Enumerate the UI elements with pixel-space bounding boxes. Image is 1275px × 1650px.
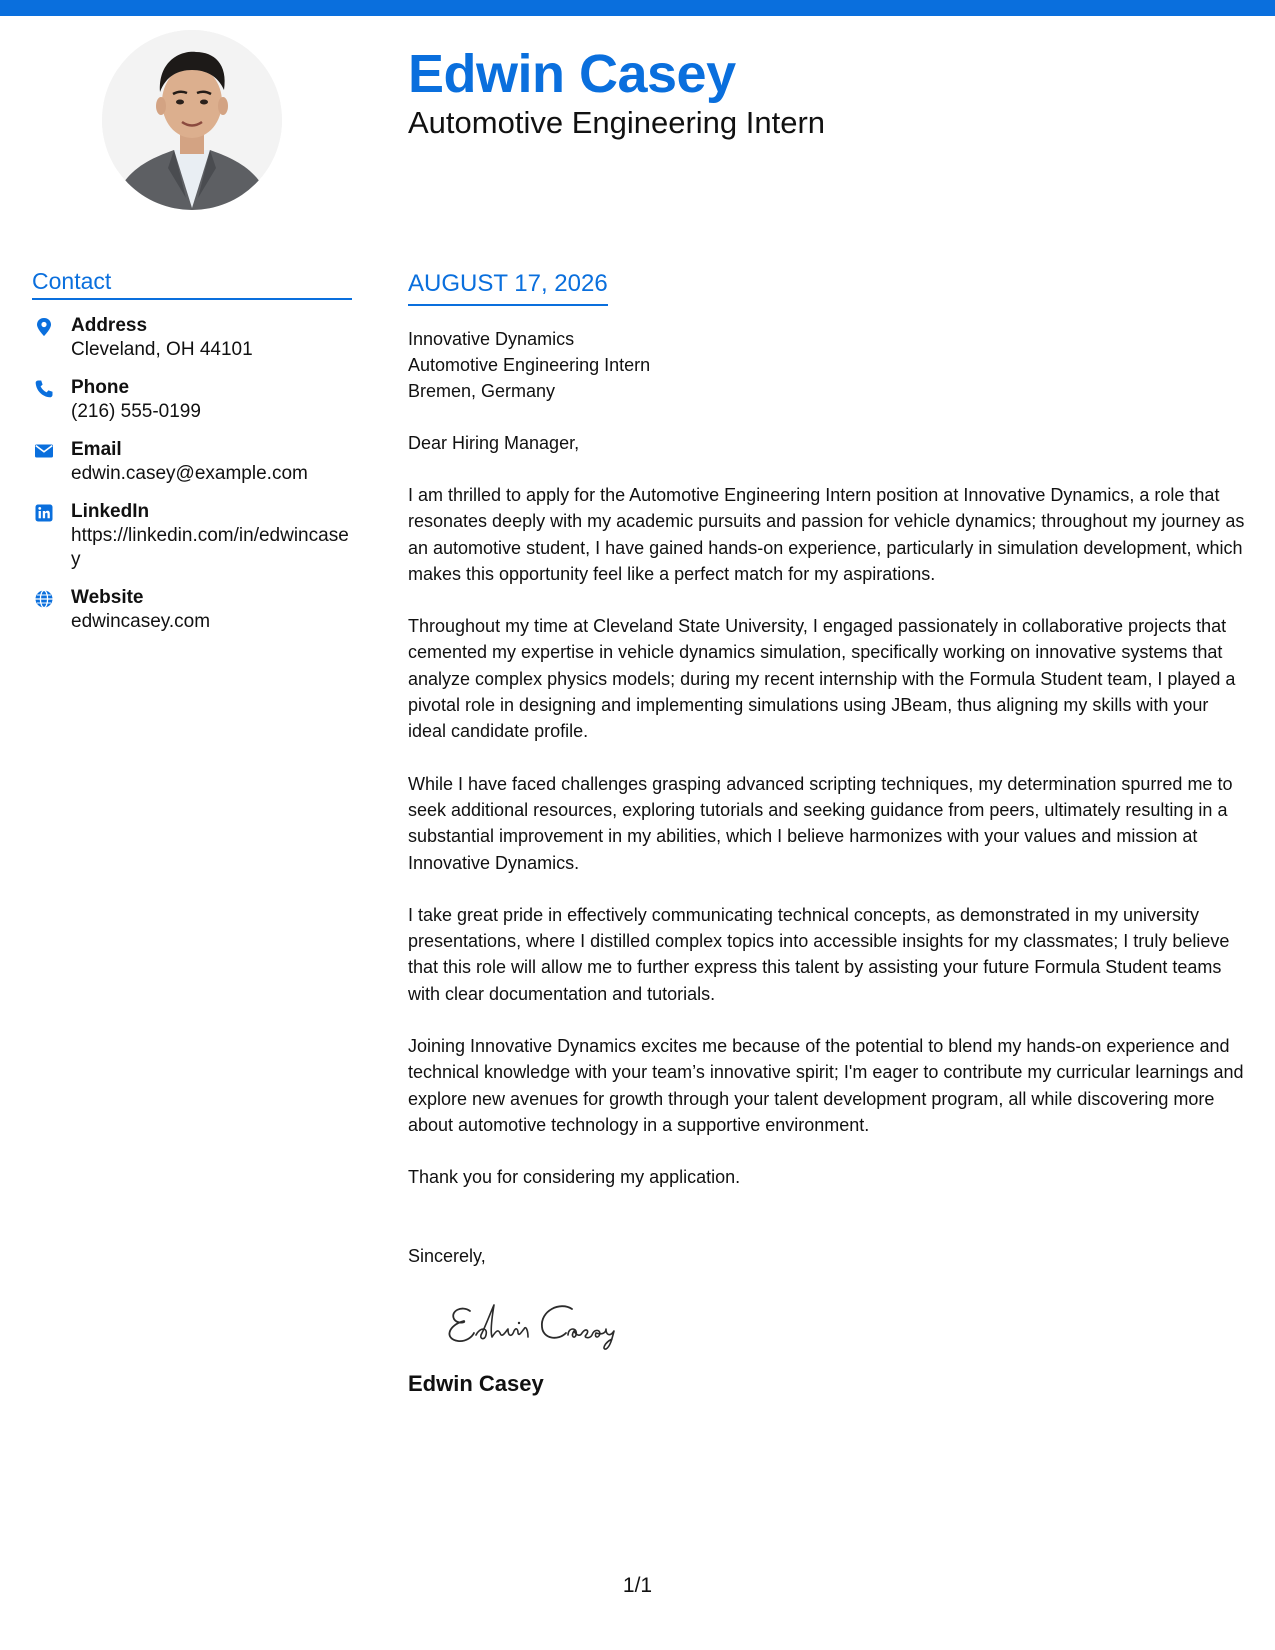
contact-item-website bbox=[32, 586, 352, 634]
page-number: 1/1 bbox=[622, 1574, 653, 1597]
recipient-block bbox=[408, 326, 1250, 404]
contact-value: Cleveland, OH 44101 bbox=[71, 339, 253, 360]
profile-photo bbox=[102, 30, 282, 210]
location-pin-icon bbox=[34, 317, 54, 337]
salutation: Dear Hiring Manager, bbox=[408, 433, 580, 453]
contact-item-phone bbox=[32, 376, 352, 424]
signer-name: Edwin Casey bbox=[408, 1370, 544, 1396]
linkedin-icon bbox=[34, 503, 54, 523]
contact-label: Email bbox=[71, 439, 122, 460]
contact-item-address bbox=[32, 314, 352, 362]
letter-paragraph: I take great pride in effectively communicating technical concepts, as demonstrated in my university presentations, where I distilled complex topics into accessible insights for my classmates; I truly believe that this role will allow me to further express this talent by assisting your future Formula Student teams with clear documentation and tutorials. bbox=[408, 904, 1230, 1004]
contact-value[interactable]: https://linkedin.com/in/edwincasey bbox=[71, 525, 349, 570]
contact-item-email bbox=[32, 438, 352, 486]
contact-item-linkedin bbox=[32, 500, 352, 572]
contact-value[interactable]: edwin.casey@example.com bbox=[71, 463, 308, 484]
letter-paragraph: I am thrilled to apply for the Automotive Engineering Intern position at Innovative Dynamics, a role that resonates deeply with my academic pursuits and passion for vehicle dynamics; throughout my journey as an automotive student, I have gained hands-on experience, particularly in simulation development, which makes this opportunity feel like a perfect match for my aspirations. bbox=[408, 485, 1245, 584]
contact-value: (216) 555-0199 bbox=[71, 401, 201, 422]
recipient-company: Innovative Dynamics bbox=[408, 329, 575, 349]
letter-paragraph: Thank you for considering my application. bbox=[408, 1167, 741, 1188]
handwritten-signature bbox=[440, 1291, 660, 1351]
closing: Sincerely, bbox=[408, 1245, 486, 1266]
applicant-name: Edwin Casey bbox=[408, 44, 736, 104]
applicant-headline: Automotive Engineering Intern bbox=[408, 105, 826, 140]
contact-section-title: Contact bbox=[32, 266, 352, 300]
phone-icon bbox=[34, 379, 54, 399]
profile-photo-illustration bbox=[102, 30, 282, 210]
contact-label: Address bbox=[71, 315, 148, 336]
recipient-position: Automotive Engineering Intern bbox=[408, 355, 651, 375]
email-icon bbox=[34, 441, 54, 461]
letter-paragraph: Throughout my time at Cleveland State University, I engaged passionately in collaborative projects that cemented my expertise in vehicle dynamics simulation, specifically working on innovative systems that analyze complex physics models; during my recent internship with the Formula Student team, I played a pivotal role in designing and implementing simulations using JBeam, thus aligning my skills with your ideal candidate profile. bbox=[408, 616, 1236, 742]
contact-label: LinkedIn bbox=[71, 501, 150, 522]
globe-icon bbox=[34, 589, 54, 609]
recipient-location: Bremen, Germany bbox=[408, 381, 556, 401]
letter-date: AUGUST 17, 2026 bbox=[408, 268, 608, 306]
letter-body bbox=[408, 268, 1250, 1399]
contact-sidebar bbox=[32, 266, 352, 648]
contact-label: Website bbox=[71, 587, 144, 608]
contact-value[interactable]: edwincasey.com bbox=[71, 611, 211, 632]
top-accent-bar bbox=[0, 0, 1275, 16]
contact-label: Phone bbox=[71, 377, 130, 398]
letter-paragraph: Joining Innovative Dynamics excites me because of the potential to blend my hands-on experience and technical knowledge with your team’s innovative spirit; I'm eager to contribute my curricular learnings and explore new avenues for growth through your talent development program, all while discovering more about automotive technology in a supportive environment. bbox=[408, 1036, 1244, 1135]
letter-paragraph: While I have faced challenges grasping advanced scripting techniques, my determination spurred me to seek additional resources, exploring tutorials and seeking guidance from peers, ultimately resulting in a substantial improvement in my abilities, which I believe harmonizes with your values and mission at Innovative Dynamics. bbox=[408, 773, 1233, 873]
